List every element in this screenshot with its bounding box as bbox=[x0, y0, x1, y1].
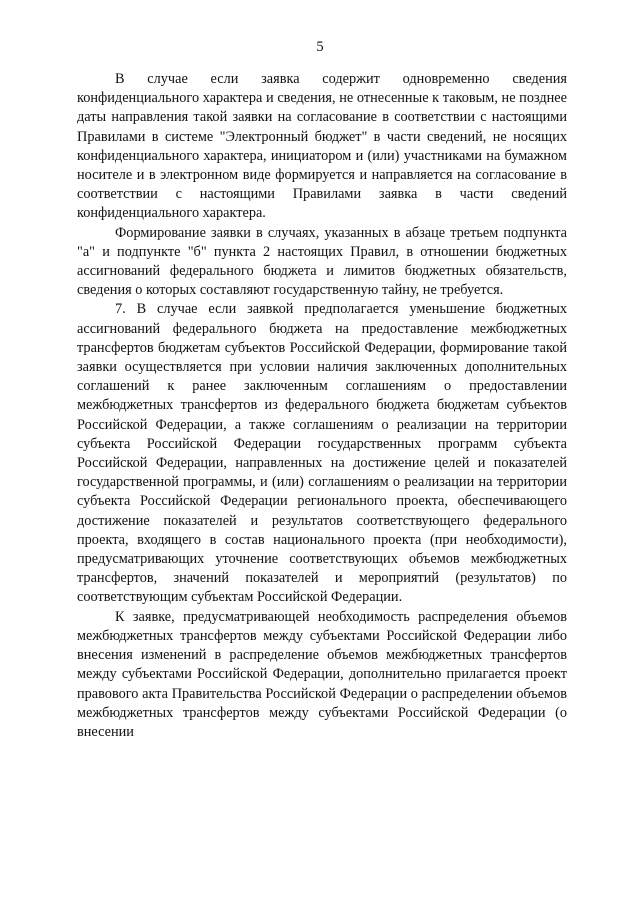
paragraph-confidential-application: В случае если заявка содержит одновременно сведения конфиденциального характера и сведения, не отнесенные к таковым, не позднее даты направления такой заявки на согласование в соответствии с настоящими Правилами в системе "Электронный бюджет" в части сведений, не носящих конфиденциального характера, инициатором и (или) участниками на бумажном носителе и в электронном виде формируется и направляется на согласование в соответствии с настоящими Правилами заявка в части сведений конфиденциального характера. bbox=[77, 71, 567, 222]
page-number: 5 bbox=[316, 39, 324, 55]
paragraph-item-7-transfer-reduction: 7. В случае если заявкой предполагается уменьшение бюджетных ассигнований федерального бюджета на предоставление межбюджетных трансфертов бюджетам субъектов Российской Федерации, формирование такой заявки осуществляется при условии наличия заключенных дополнительных соглашений к ранее заключенным соглашениям о предоставлении межбюджетных трансфертов из федерального бюджета бюджетам субъектов Российской Федерации, а также соглашениям о реализации на территории субъекта Российской Федерации государственных программ субъекта Российской Федерации, направленных на достижение целей и показателей государственной программы, и (или) соглашениям о реализации на территории субъекта Российской Федерации регионального проекта, обеспечивающего достижение показателей и результатов соответствующего федерального проекта, входящего в состав национального проекта (при необходимости), предусматривающих уточнение соответствующих объемов межбюджетных трансфертов, значений показателей и мероприятий (результатов) по соответствующим субъектам Российской Федерации. bbox=[77, 301, 567, 606]
document-body bbox=[77, 70, 567, 742]
paragraph-state-secret-exemption: Формирование заявки в случаях, указанных в абзаце третьем подпункта "а" и подпункте "б" пункта 2 настоящих Правил, в отношении бюджетных ассигнований федерального бюджета и лимитов бюджетных обязательств, сведения о которых составляют государственную тайну, не требуется. bbox=[77, 224, 567, 299]
paragraph-transfer-distribution-attachment: К заявке, предусматривающей необходимость распределения объемов межбюджетных трансфертов между субъектами Российской Федерации либо внесения изменений в распределение объемов межбюджетных трансфертов между субъектами Российской Федерации, дополнительно прилагается проект правового акта Правительства Российской Федерации о распределении объемов межбюджетных трансфертов между субъектами Российской Федерации (о внесении bbox=[77, 608, 567, 740]
